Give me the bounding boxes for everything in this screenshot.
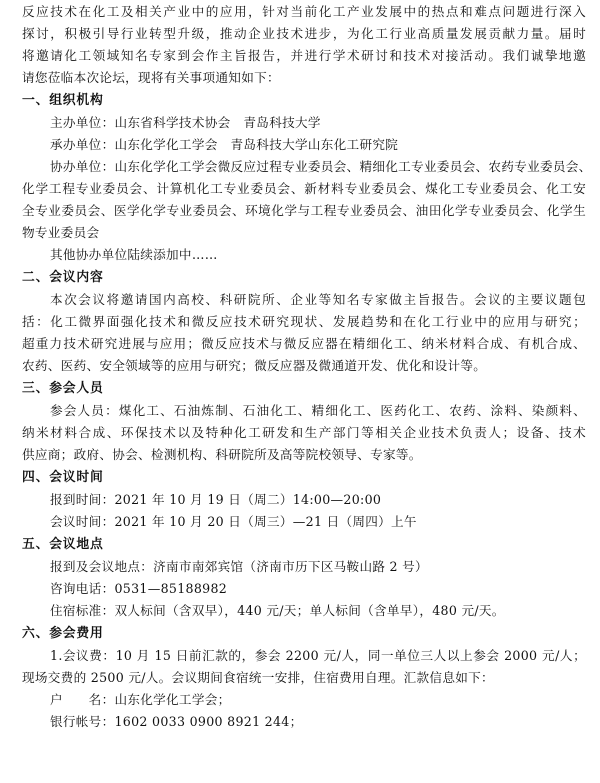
section-heading-time: 四、会议时间 — [22, 470, 104, 485]
content-line: 超重力技术研究进展与应用；微反应技术与微反应器在精细化工、纳米材料合成、有机合成、 — [22, 336, 586, 351]
undertaker-line: 承办单位：山东化学化工学会 青岛科技大学山东化工研究院 — [50, 137, 399, 152]
section-heading-organization: 一、组织机构 — [22, 93, 104, 108]
intro-line: 将邀请化工领域知名专家到会作主旨报告，并进行学术研讨和技术对接活动。我们诚挚地邀 — [22, 48, 586, 63]
phone-line: 咨询电话：0531—85188982 — [50, 581, 228, 596]
section-heading-venue: 五、会议地点 — [22, 537, 104, 552]
intro-line: 反应技术在化工及相关产业中的应用，针对当前化工产业发展中的热点和难点问题进行深入 — [22, 4, 586, 19]
organizer-line: 主办单位：山东省科学技术协会 青岛科技大学 — [50, 115, 321, 130]
co-organizer-line: 协办单位：山东化学化工学会微反应过程专业委员会、精细化工专业委员会、农药专业委员会、 — [50, 159, 592, 174]
co-organizer-line: 物专业委员会 — [22, 225, 100, 240]
lodging-line: 住宿标准：双人标间（含双早），440 元/天；单人标间（含单早），480 元/天。 — [50, 603, 505, 618]
venue-line: 报到及会议地点：济南市南郊宾馆（济南市历下区马鞍山路 2 号） — [50, 559, 428, 574]
account-number-line: 银行帐号：1602 0033 0900 8921 244； — [50, 714, 303, 729]
content-line: 农药、医药、安全领域等的应用与研究；微反应器及微通道开发、优化和设计等。 — [22, 358, 487, 373]
account-name-line: 户 名：山东化学化工学会； — [50, 692, 231, 707]
intro-line: 探讨，积极引导行业转型升级，推动企业技术进步，为化工行业高质量发展贡献力量。届时 — [22, 26, 586, 41]
co-organizer-line: 化学工程专业委员会、计算机化工专业委员会、新材料专业委员会、煤化工专业委员会、化工安 — [22, 181, 586, 196]
content-line: 本次会议将邀请国内高校、科研院所、企业等知名专家做主旨报告。会议的主要议题包 — [50, 292, 586, 307]
co-organizer-line: 全专业委员会、医学化学专业委员会、环境化学与工程专业委员会、油田化学专业委员会、化学生 — [22, 203, 586, 218]
meeting-time-line: 会议时间：2021 年 10 月 20 日（周三）—21 日（周四）上午 — [50, 514, 417, 529]
content-line: 括：化工微界面强化技术和微反应技术研究现状、发展趋势和在化工行业中的应用与研究； — [22, 314, 586, 329]
fee-line: 1.会议费：10 月 15 日前汇款的，参会 2200 元/人，同一单位三人以上参会 2000 元/人； — [50, 648, 586, 663]
fee-line: 现场交费的 2500 元/人。会议期间食宿统一安排，住宿费用自理。汇款信息如下： — [22, 670, 494, 685]
registration-time-line: 报到时间：2021 年 10 月 19 日（周二）14:00—20:00 — [50, 492, 382, 507]
section-heading-fees: 六、参会费用 — [22, 626, 104, 641]
section-heading-content: 二、会议内容 — [22, 270, 104, 285]
attendees-line: 供应商；政府、协会、检测机构、科研院所及高等院校领导、专家等。 — [22, 447, 422, 462]
attendees-line: 纳米材料合成、环保技术以及特种化工研发和生产部门等相关企业技术负责人；设备、技术 — [22, 425, 586, 440]
other-co-organizers-line: 其他协办单位陆续添加中…… — [50, 247, 218, 262]
section-heading-attendees: 三、参会人员 — [22, 381, 104, 396]
intro-line: 请您莅临本次论坛，现将有关事项通知如下： — [22, 70, 280, 85]
attendees-line: 参会人员：煤化工、石油炼制、石油化工、精细化工、医药化工、农药、涂料、染颜料、 — [50, 403, 586, 418]
